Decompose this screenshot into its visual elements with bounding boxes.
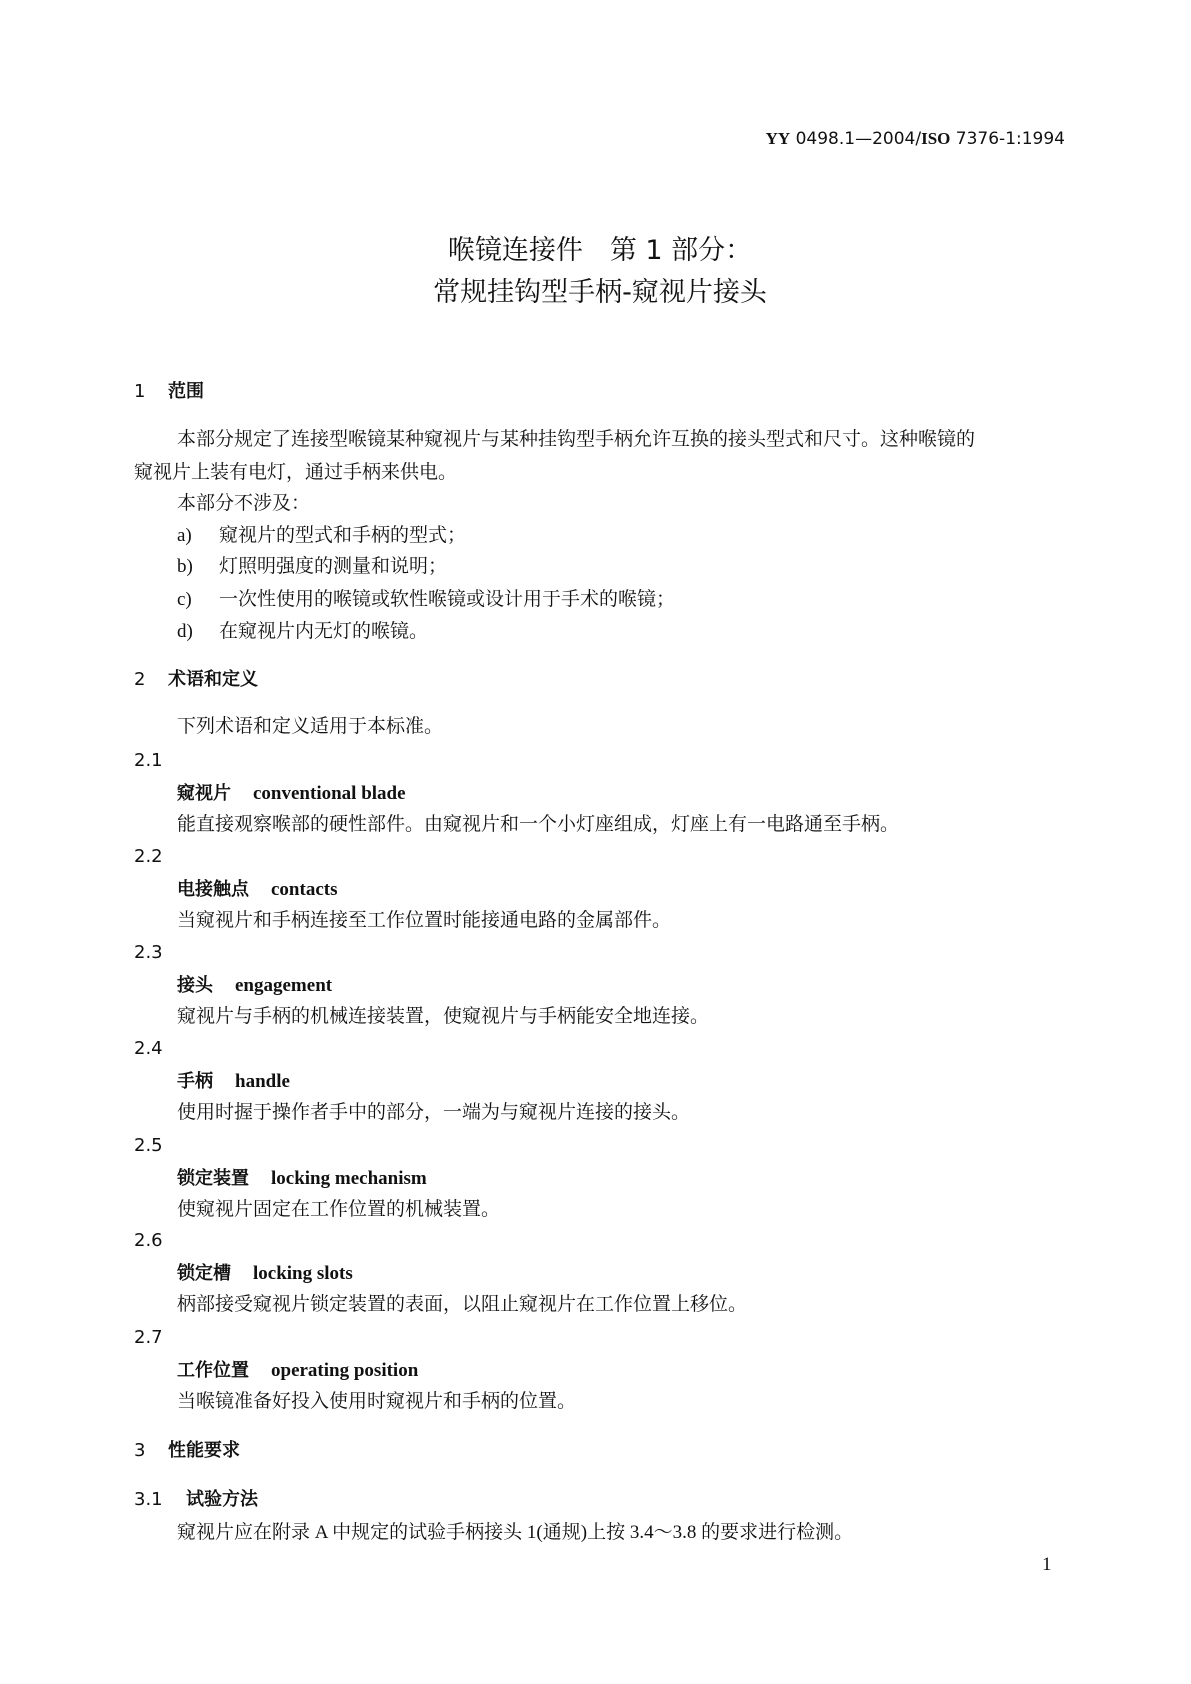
document-title-line2: 常规挂钩型手柄-窥视片接头 [433, 277, 767, 308]
term-number: 2.4 [134, 1038, 163, 1059]
term-en: locking slots [253, 1263, 353, 1284]
list-text: 灯照明强度的测量和说明； [219, 556, 448, 577]
section-title: 范围 [168, 381, 204, 402]
iso-label: ISO [921, 129, 951, 148]
list-label: b) [177, 556, 193, 577]
term-en: operating position [271, 1360, 419, 1381]
term-definition: 使用时握于操作者手中的部分，一端为与窥视片连接的接头。 [177, 1102, 691, 1123]
term-heading [177, 974, 332, 998]
term-definition: 窥视片与手柄的机械连接装置，使窥视片与手柄能安全地连接。 [177, 1006, 710, 1027]
term-definition: 当喉镜准备好投入使用时窥视片和手柄的位置。 [177, 1391, 577, 1412]
subsection-heading-3-1 [134, 1488, 258, 1512]
term-en: conventional blade [253, 783, 406, 804]
term-number: 2.6 [134, 1230, 163, 1251]
iso-number: 7376-1:1994 [950, 129, 1065, 149]
section-number: 1 [134, 381, 146, 402]
term-definition: 柄部接受窥视片锁定装置的表面，以阻止窥视片在工作位置上移位。 [177, 1294, 748, 1315]
paragraph: 下列术语和定义适用于本标准。 [177, 716, 444, 737]
section-title: 性能要求 [168, 1440, 240, 1461]
term-en: contacts [271, 879, 338, 900]
section-heading-1 [134, 380, 204, 404]
term-definition: 使窥视片固定在工作位置的机械装置。 [177, 1199, 501, 1220]
term-number: 2.3 [134, 942, 163, 963]
term-heading [177, 878, 337, 902]
paragraph: 窥视片应在附录 A 中规定的试验手柄接头 1(通规)上按 3.4～3.8 的要求进行检测。 [177, 1522, 854, 1543]
term-zh: 锁定装置 [177, 1168, 249, 1189]
subsection-number: 3.1 [134, 1489, 163, 1510]
term-en: engagement [235, 975, 333, 996]
page-number: 1 [1042, 1554, 1052, 1575]
list-item [177, 555, 447, 579]
term-definition: 当窥视片和手柄连接至工作位置时能接通电路的金属部件。 [177, 910, 672, 931]
paragraph-line: 窥视片上装有电灯，通过手柄来供电。 [134, 462, 458, 483]
term-zh: 窥视片 [177, 783, 231, 804]
paragraph: 本部分不涉及： [177, 493, 311, 514]
section-number: 3 [134, 1440, 146, 1461]
term-heading [177, 1167, 427, 1191]
list-label: d) [177, 621, 193, 642]
term-zh: 手柄 [177, 1071, 213, 1092]
list-label: c) [177, 589, 192, 610]
document-title-line1: 喉镜连接件 第 1 部分： [447, 235, 753, 266]
list-text: 一次性使用的喉镜或软性喉镜或设计用于手术的喉镜； [219, 589, 676, 610]
term-heading [177, 1070, 290, 1094]
subsection-title: 试验方法 [186, 1489, 258, 1510]
list-item [177, 524, 466, 548]
list-text: 窥视片的型式和手柄的型式； [219, 525, 467, 546]
term-number: 2.2 [134, 846, 163, 867]
section-number: 2 [134, 669, 146, 690]
term-zh: 锁定槽 [177, 1263, 231, 1284]
term-number: 2.7 [134, 1327, 163, 1348]
term-heading [177, 1262, 353, 1286]
standard-code-header [766, 127, 1065, 151]
list-text: 在窥视片内无灯的喉镜。 [219, 621, 429, 642]
term-heading [177, 782, 406, 806]
code-number: 0498.1—2004/ [790, 129, 922, 149]
list-item [177, 588, 675, 612]
term-number: 2.1 [134, 750, 163, 771]
term-zh: 工作位置 [177, 1360, 249, 1381]
term-zh: 电接触点 [177, 879, 249, 900]
term-en: handle [235, 1071, 290, 1092]
term-zh: 接头 [177, 975, 213, 996]
paragraph-line: 本部分规定了连接型喉镜某种窥视片与某种挂钩型手柄允许互换的接头型式和尺寸。这种喉镜的 [177, 429, 976, 450]
term-number: 2.5 [134, 1135, 163, 1156]
term-en: locking mechanism [271, 1168, 427, 1189]
code-prefix: YY [765, 129, 791, 148]
section-heading-2 [134, 668, 258, 692]
section-title: 术语和定义 [168, 669, 258, 690]
term-definition: 能直接观察喉部的硬性部件。由窥视片和一个小灯座组成，灯座上有一电路通至手柄。 [177, 814, 900, 835]
list-item [177, 620, 428, 644]
term-heading [177, 1359, 418, 1383]
section-heading-3 [134, 1439, 240, 1463]
list-label: a) [177, 525, 192, 546]
